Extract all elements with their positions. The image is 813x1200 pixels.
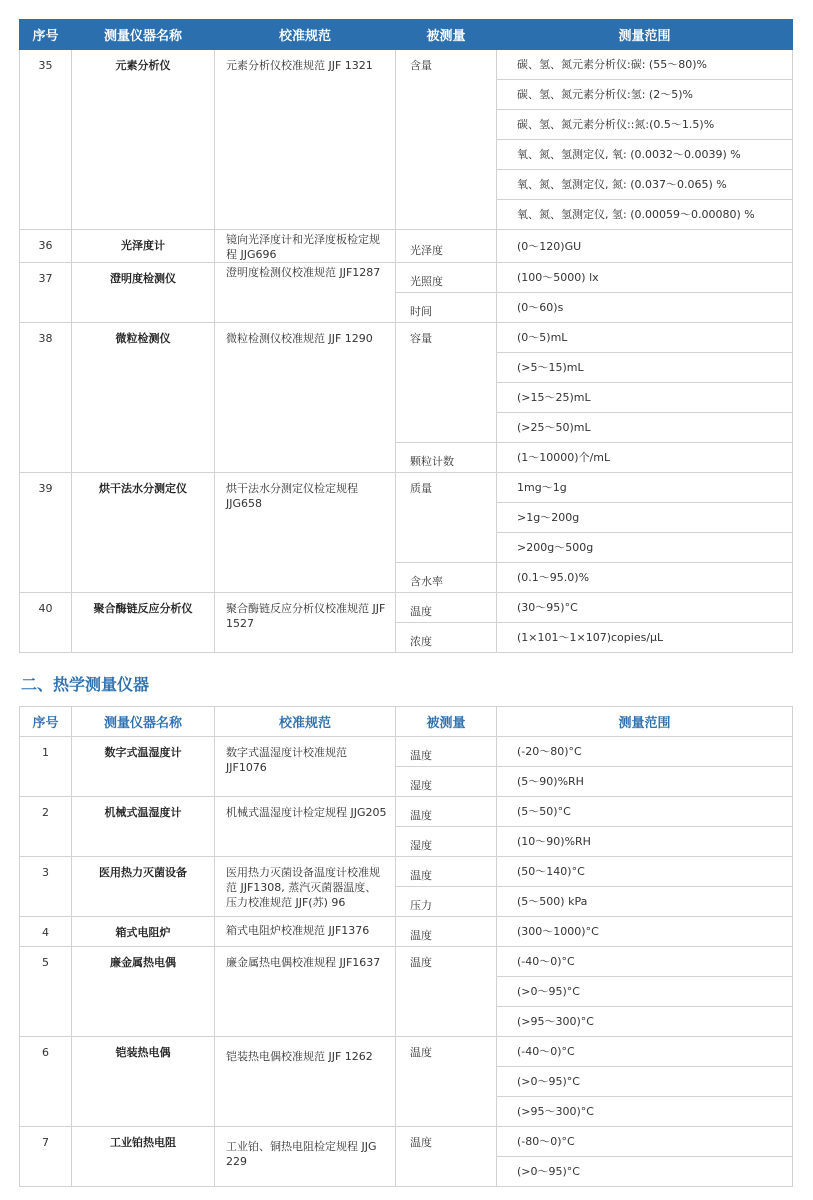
range-cell: (50～140)°C xyxy=(497,857,793,887)
range-cell: (>25～50)mL xyxy=(497,413,793,443)
measurand: 压力 xyxy=(396,887,497,917)
range-cell: (5～500) kPa xyxy=(497,887,793,917)
instrument-name: 澄明度检测仪 xyxy=(72,263,215,323)
calibration-spec: 元素分析仪校准规范 JJF 1321 xyxy=(215,50,396,230)
measurand: 质量 xyxy=(396,473,497,563)
row-seq: 37 xyxy=(20,263,72,323)
instrument-name: 医用热力灭菌设备 xyxy=(72,857,215,917)
instrument-name: 光泽度计 xyxy=(72,230,215,263)
measurand: 温度 xyxy=(396,1037,497,1127)
table-row xyxy=(20,1127,793,1157)
row-seq: 7 xyxy=(20,1127,72,1187)
table-row xyxy=(20,323,793,353)
range-cell: (5～90)%RH xyxy=(497,767,793,797)
calibration-spec: 镜向光泽度计和光泽度板检定规程 JJG696 xyxy=(215,230,396,263)
range-cell: 氧、氮、氢测定仪, 氧: (0.0032～0.0039) % xyxy=(497,140,793,170)
row-seq: 36 xyxy=(20,230,72,263)
row-seq: 2 xyxy=(20,797,72,857)
range-cell: (>5～15)mL xyxy=(497,353,793,383)
table-row xyxy=(20,1037,793,1067)
row-seq: 1 xyxy=(20,737,72,797)
measurand: 浓度 xyxy=(396,623,497,653)
calibration-spec: 铠装热电偶校准规范 JJF 1262 xyxy=(215,1037,396,1127)
measurand: 温度 xyxy=(396,737,497,767)
table-row xyxy=(20,473,793,503)
measurand: 湿度 xyxy=(396,827,497,857)
measurand: 光泽度 xyxy=(396,230,497,263)
row-seq: 35 xyxy=(20,50,72,230)
calibration-spec: 数字式温湿度计校准规范 JJF1076 xyxy=(215,737,396,797)
header-spec: 校准规范 xyxy=(215,707,396,737)
instrument-name: 数字式温湿度计 xyxy=(72,737,215,797)
section-title: 二、热学测量仪器 xyxy=(21,675,150,694)
header-name: 测量仪器名称 xyxy=(72,707,215,737)
range-cell: 碳、氢、氮元素分析仪:氢: (2～5)% xyxy=(497,80,793,110)
range-cell: (0～120)GU xyxy=(497,230,793,263)
instrument-name: 微粒检测仪 xyxy=(72,323,215,473)
calibration-spec: 微粒检测仪校准规范 JJF 1290 xyxy=(215,323,396,473)
header-spec: 校准规范 xyxy=(215,20,396,50)
range-cell: (>0～95)°C xyxy=(497,1157,793,1187)
range-cell: (-80～0)°C xyxy=(497,1127,793,1157)
table-row xyxy=(20,917,793,947)
range-cell: (1×101～1×107)copies/μL xyxy=(497,623,793,653)
row-seq: 3 xyxy=(20,857,72,917)
measurement-table-1 xyxy=(19,19,793,653)
range-cell: (>0～95)°C xyxy=(497,977,793,1007)
table-row xyxy=(20,263,793,293)
range-cell: 碳、氢、氮元素分析仪::氮:(0.5～1.5)% xyxy=(497,110,793,140)
row-seq: 4 xyxy=(20,917,72,947)
row-seq: 6 xyxy=(20,1037,72,1127)
range-cell: 碳、氢、氮元素分析仪:碳: (55～80)% xyxy=(497,50,793,80)
header-measurand: 被测量 xyxy=(396,20,497,50)
instrument-name: 工业铂热电阻 xyxy=(72,1127,215,1187)
calibration-spec: 医用热力灭菌设备温度计校准规范 JJF1308, 蒸汽灭菌器温度、压力校准规范 JJF(苏) 96 xyxy=(215,857,396,917)
table-row xyxy=(20,737,793,767)
calibration-spec: 烘干法水分测定仪检定规程 JJG658 xyxy=(215,473,396,593)
range-cell: (-20～80)°C xyxy=(497,737,793,767)
measurand: 温度 xyxy=(396,947,497,1037)
measurand: 含水率 xyxy=(396,563,497,593)
range-cell: (>95～300)°C xyxy=(497,1097,793,1127)
range-cell: (>0～95)°C xyxy=(497,1067,793,1097)
range-cell: (30～95)°C xyxy=(497,593,793,623)
table-row xyxy=(20,593,793,623)
measurand: 温度 xyxy=(396,857,497,887)
range-cell: (0～60)s xyxy=(497,293,793,323)
measurand: 容量 xyxy=(396,323,497,443)
instrument-name: 机械式温湿度计 xyxy=(72,797,215,857)
calibration-spec: 机械式温湿度计检定规程 JJG205 xyxy=(215,797,396,857)
instrument-name: 烘干法水分测定仪 xyxy=(72,473,215,593)
instrument-name: 廉金属热电偶 xyxy=(72,947,215,1037)
range-cell: (100～5000) lx xyxy=(497,263,793,293)
range-cell: 氧、氮、氢测定仪, 氮: (0.037～0.065) % xyxy=(497,170,793,200)
header-name: 测量仪器名称 xyxy=(72,20,215,50)
header-range: 测量范围 xyxy=(497,707,793,737)
header-seq: 序号 xyxy=(20,707,72,737)
instrument-name: 聚合酶链反应分析仪 xyxy=(72,593,215,653)
header-range: 测量范围 xyxy=(497,20,793,50)
measurand: 湿度 xyxy=(396,767,497,797)
row-seq: 38 xyxy=(20,323,72,473)
range-cell: (0～5)mL xyxy=(497,323,793,353)
range-cell: (300～1000)°C xyxy=(497,917,793,947)
table-row xyxy=(20,857,793,887)
instrument-name: 铠装热电偶 xyxy=(72,1037,215,1127)
instrument-name: 箱式电阻炉 xyxy=(72,917,215,947)
instrument-name: 元素分析仪 xyxy=(72,50,215,230)
range-cell: (>95～300)°C xyxy=(497,1007,793,1037)
measurand: 含量 xyxy=(396,50,497,230)
measurand: 时间 xyxy=(396,293,497,323)
table-row xyxy=(20,947,793,977)
table-row xyxy=(20,230,793,263)
range-cell: >1g～200g xyxy=(497,503,793,533)
row-seq: 5 xyxy=(20,947,72,1037)
row-seq: 39 xyxy=(20,473,72,593)
header-measurand: 被测量 xyxy=(396,707,497,737)
measurement-table-2 xyxy=(19,706,793,1187)
range-cell: (1～10000)个/mL xyxy=(497,443,793,473)
calibration-spec: 澄明度检测仪校准规范 JJF1287 xyxy=(215,263,396,323)
measurand: 颗粒计数 xyxy=(396,443,497,473)
range-cell: 氧、氮、氢测定仪, 氢: (0.00059～0.00080) % xyxy=(497,200,793,230)
table-header xyxy=(20,707,793,737)
measurand: 温度 xyxy=(396,1127,497,1187)
range-cell: >200g～500g xyxy=(497,533,793,563)
measurand: 温度 xyxy=(396,593,497,623)
calibration-spec: 聚合酶链反应分析仪校准规范 JJF 1527 xyxy=(215,593,396,653)
measurand: 光照度 xyxy=(396,263,497,293)
range-cell: 1mg～1g xyxy=(497,473,793,503)
table-row xyxy=(20,50,793,80)
range-cell: (0.1～95.0)% xyxy=(497,563,793,593)
table-row xyxy=(20,797,793,827)
measurand: 温度 xyxy=(396,917,497,947)
calibration-spec: 箱式电阻炉校准规范 JJF1376 xyxy=(215,917,396,947)
header-seq: 序号 xyxy=(20,20,72,50)
range-cell: (10～90)%RH xyxy=(497,827,793,857)
calibration-spec: 工业铂、铜热电阻检定规程 JJG 229 xyxy=(215,1127,396,1187)
measurand: 温度 xyxy=(396,797,497,827)
range-cell: (>15～25)mL xyxy=(497,383,793,413)
row-seq: 40 xyxy=(20,593,72,653)
range-cell: (-40～0)°C xyxy=(497,947,793,977)
calibration-spec: 廉金属热电偶校准规程 JJF1637 xyxy=(215,947,396,1037)
table-header xyxy=(20,20,793,50)
range-cell: (-40～0)°C xyxy=(497,1037,793,1067)
range-cell: (5～50)°C xyxy=(497,797,793,827)
